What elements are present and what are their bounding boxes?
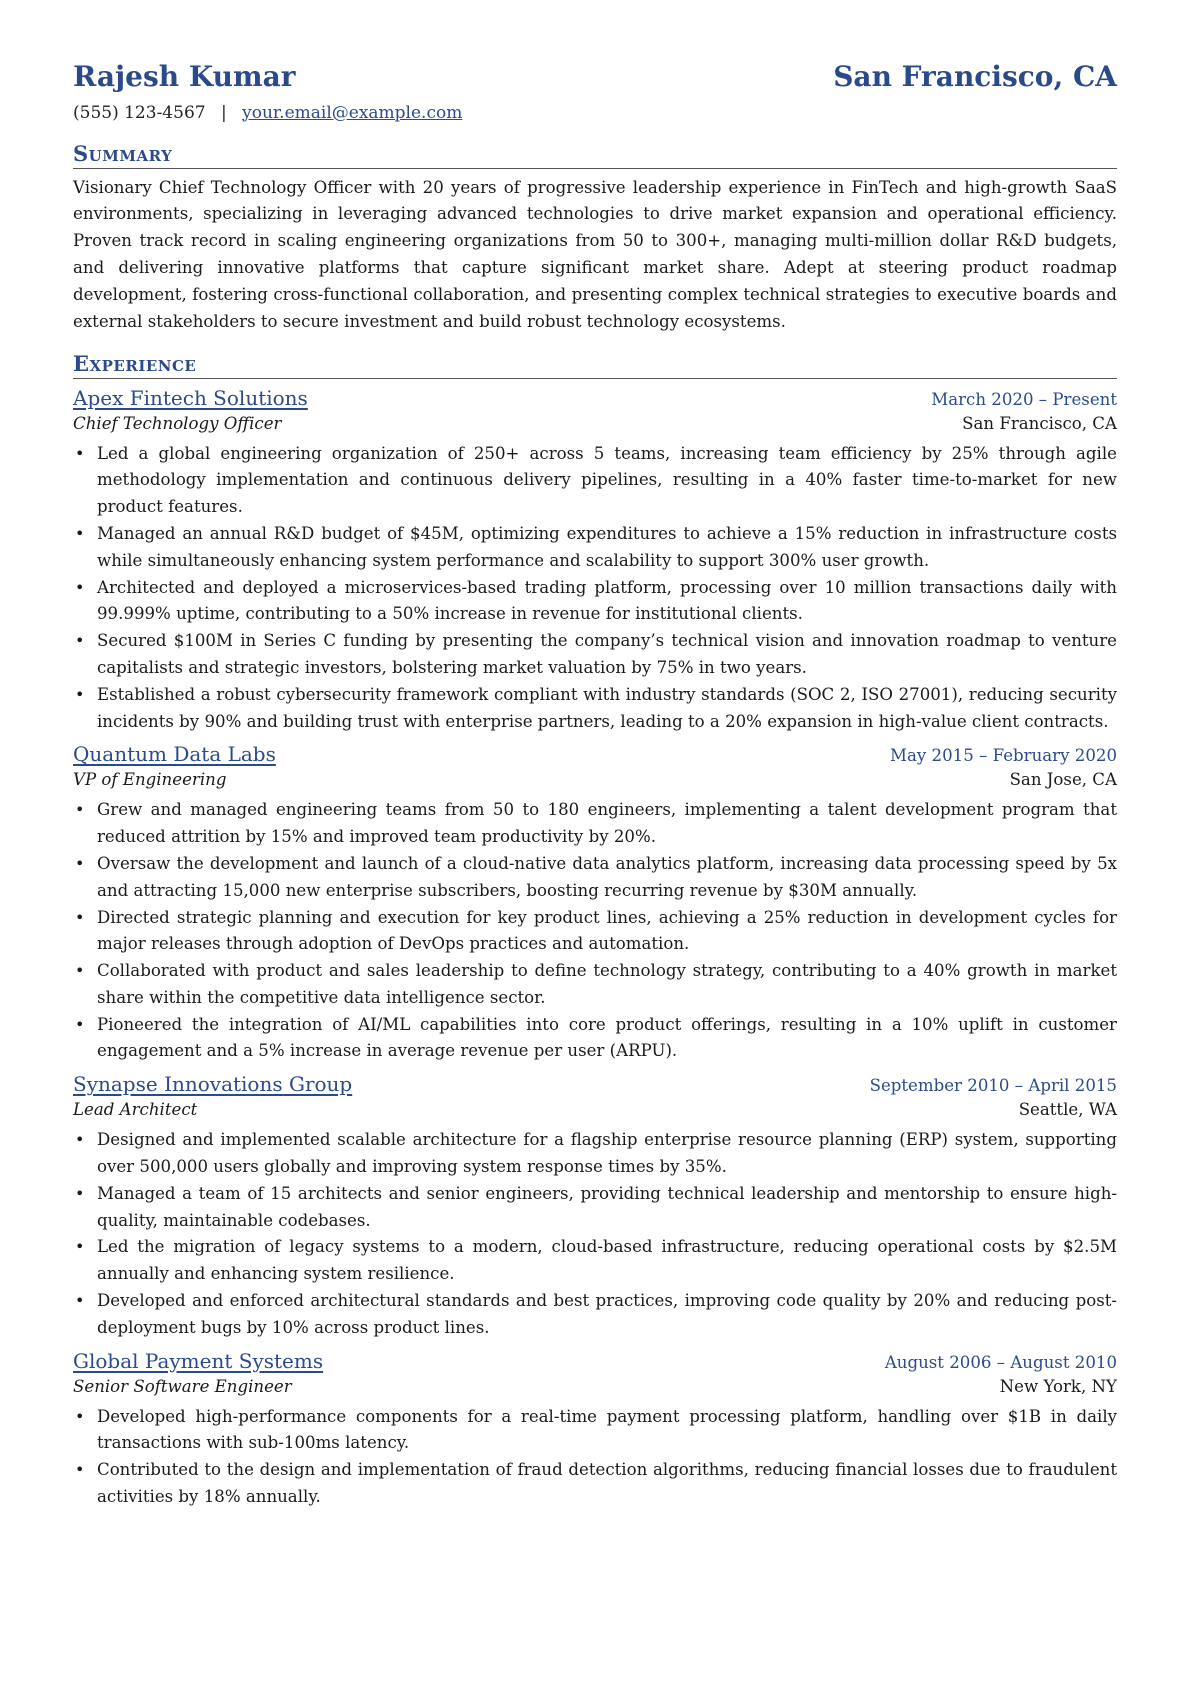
job-role: VP of Engineering: [73, 770, 227, 790]
contact-separator: |: [220, 102, 227, 123]
bullet-item: • Pioneered the integration of AI/ML capabilities into core product offerings, resulting in a 10% uplift in customer engagement and a 5% increase in average revenue per user (ARPU).: [97, 1012, 1117, 1066]
contact-line: [73, 102, 1117, 126]
bullet-item: • Led a global engineering organization of 250+ across 5 teams, increasing team efficiency by 25% through agile methodology implementation and continuous delivery pipelines, resulting in a 40% faster time-to-market for new product features.: [97, 441, 1117, 521]
company-link[interactable]: Quantum Data Labs: [73, 742, 276, 767]
job-dates: March 2020 – Present: [931, 389, 1117, 409]
job-dates: September 2010 – April 2015: [869, 1076, 1117, 1096]
job-entry: [73, 1071, 1117, 1341]
job-bullets: [73, 797, 1117, 1065]
candidate-name: Rajesh Kumar: [73, 60, 296, 93]
bullet-item: • Directed strategic planning and execution for key product lines, achieving a 25% reduction in development cycles for major releases through adoption of DevOps practices and automation.: [97, 905, 1117, 959]
bullet-item: • Grew and managed engineering teams from 50 to 180 engineers, implementing a talent development program that reduced attrition by 15% and improved team productivity by 20%.: [97, 797, 1117, 851]
job-dates: May 2015 – February 2020: [890, 746, 1117, 766]
job-location: San Jose, CA: [1009, 770, 1117, 790]
experience-list: [73, 385, 1117, 1511]
bullet-item: • Secured $100M in Series C funding by presenting the company’s technical vision and innovation roadmap to venture capitalists and strategic investors, bolstering market valuation by 75% in two years.: [97, 628, 1117, 682]
job-role: Lead Architect: [73, 1100, 198, 1120]
summary-text: Visionary Chief Technology Officer with 20 years of progressive leadership experience in FinTech and high-growth SaaS environments, specializing in leveraging advanced technologies to drive market expansion and operational efficiency. Proven track record in scaling engineering organizations from 50 to 300+, managing multi-million dollar R&D budgets, and delivering innovative platforms that capture significant market share. Adept at steering product roadmap development, fostering cross-functional collaboration, and presenting complex technical strategies to executive boards and external stakeholders to secure investment and build robust technology ecosystems.: [73, 177, 1117, 331]
job-bullets: [73, 1404, 1117, 1511]
job-location: Seattle, WA: [1018, 1100, 1117, 1120]
phone-number: (555) 123-4567: [73, 102, 206, 123]
bullet-item: • Architected and deployed a microservices-based trading platform, processing over 10 million transactions daily with 99.999% uptime, contributing to a 50% increase in revenue for institutional clients.: [97, 575, 1117, 629]
bullet-item: • Contributed to the design and implementation of fraud detection algorithms, reducing financial losses due to fraudulent activities by 18% annually.: [97, 1457, 1117, 1511]
job-bullets: [73, 1127, 1117, 1341]
candidate-location: San Francisco, CA: [833, 60, 1117, 93]
header: [73, 60, 1117, 94]
bullet-item: • Collaborated with product and sales leadership to define technology strategy, contributing to a 40% growth in market share within the competitive data intelligence sector.: [97, 958, 1117, 1012]
job-entry: [73, 385, 1117, 736]
bullet-item: • Led the migration of legacy systems to a modern, cloud-based infrastructure, reducing operational costs by $2.5M annually and enhancing system resilience.: [97, 1234, 1117, 1288]
bullet-item: • Managed a team of 15 architects and senior engineers, providing technical leadership and mentorship to ensure high-quality, maintainable codebases.: [97, 1181, 1117, 1235]
bullet-item: • Designed and implemented scalable architecture for a flagship enterprise resource planning (ERP) system, supporting over 500,000 users globally and improving system response times by 35%.: [97, 1127, 1117, 1181]
experience-heading: Experience: [73, 351, 1117, 378]
bullet-item: • Developed high-performance components for a real-time payment processing platform, handling over $1B in daily transactions with sub-100ms latency.: [97, 1404, 1117, 1458]
bullet-item: • Managed an annual R&D budget of $45M, optimizing expenditures to achieve a 15% reduction in infrastructure costs while simultaneously enhancing system performance and scalability to support 300% user growth.: [97, 521, 1117, 575]
job-location: New York, NY: [999, 1376, 1117, 1396]
job-role: Chief Technology Officer: [73, 413, 282, 433]
bullet-item: • Established a robust cybersecurity framework compliant with industry standards (SOC 2, ISO 27001), reducing security incidents by 90% and building trust with enterprise partners, leading to a 20% expansion in high-value client contracts.: [97, 682, 1117, 736]
job-role: Senior Software Engineer: [73, 1376, 292, 1396]
job-dates: August 2006 – August 2010: [884, 1352, 1117, 1372]
job-location: San Francisco, CA: [962, 413, 1117, 433]
summary-heading: Summary: [73, 141, 1117, 168]
company-link[interactable]: Global Payment Systems: [73, 1348, 324, 1373]
company-link[interactable]: Apex Fintech Solutions: [73, 385, 308, 410]
job-bullets: [73, 441, 1117, 736]
bullet-item: • Developed and enforced architectural standards and best practices, improving code quality by 20% and reducing post-deployment bugs by 10% across product lines.: [97, 1288, 1117, 1342]
email-link[interactable]: your.email@example.com: [242, 102, 463, 123]
bullet-item: • Oversaw the development and launch of a cloud-native data analytics platform, increasing data processing speed by 5x and attracting 15,000 new enterprise subscribers, boosting recurring revenue by $30M annually.: [97, 851, 1117, 905]
job-entry: [73, 741, 1117, 1065]
job-entry: [73, 1348, 1117, 1511]
company-link[interactable]: Synapse Innovations Group: [73, 1072, 353, 1097]
